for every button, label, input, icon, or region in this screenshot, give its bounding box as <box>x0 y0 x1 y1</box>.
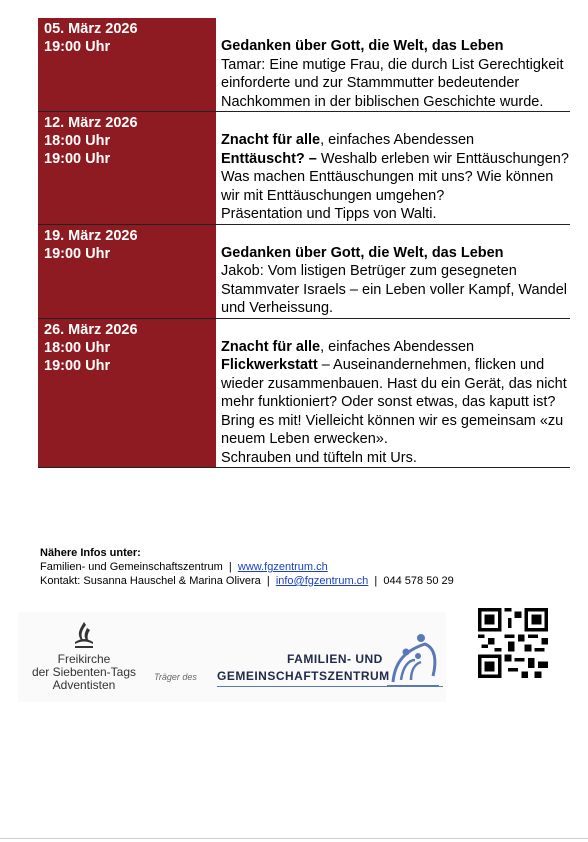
event-date: 05. März 2026 <box>44 21 138 37</box>
adventist-flame-icon <box>69 620 99 650</box>
event-description-cell <box>216 18 570 111</box>
event-time: 19:00 Uhr <box>44 151 111 167</box>
qr-code-icon <box>478 608 548 678</box>
event-row <box>38 319 570 469</box>
event-date: 26. März 2026 <box>44 321 138 338</box>
traeger-label: Träger des <box>154 672 197 682</box>
event-text: Znacht für alle, einfaches Abendessen <box>221 338 475 355</box>
event-description-cell <box>216 225 570 318</box>
event-text: Tamar: Eine mutige Frau, die durch List Gerechtigkeit einforderte und zur Stammmutter bedeutender Nachkommen in der biblischen Geschichte wurde. <box>221 56 568 110</box>
logo-strip <box>18 612 446 702</box>
event-date-cell <box>38 225 216 318</box>
event-text: Znacht für alle, einfaches Abendessen <box>221 132 475 148</box>
event-date: 19. März 2026 <box>44 227 138 244</box>
family-figures-icon <box>385 630 441 690</box>
event-text: Gedanken über Gott, die Welt, das Leben <box>221 244 504 261</box>
event-row <box>38 18 570 112</box>
info-heading: Nähere Infos unter: <box>40 547 141 559</box>
event-time: 19:00 Uhr <box>44 357 111 374</box>
event-date-cell <box>38 18 216 111</box>
info-line-1: Familien- und Gemeinschaftszentrum | www.fgzentrum.ch <box>40 561 328 573</box>
page-edge <box>0 838 588 839</box>
info-line-2: Kontakt: Susanna Hauschel & Marina Olivera | info@fgzentrum.ch | 044 578 50 29 <box>40 575 454 587</box>
event-date-cell <box>38 112 216 224</box>
event-time: 18:00 Uhr <box>44 133 111 149</box>
email-link[interactable]: info@fgzentrum.ch <box>275 575 369 587</box>
event-text: Gedanken über Gott, die Welt, das Leben <box>221 38 504 54</box>
event-row <box>38 225 570 319</box>
event-table <box>38 18 573 468</box>
event-description-cell <box>216 319 570 468</box>
fgz-logo: FAMILIEN- UND GEMEINSCHAFTSZENTRUM <box>213 630 443 700</box>
event-text: Jakob: Vom listigen Betrüger zum gesegneten Stammvater Israels – ein Leben voller Kampf, Wandel und Verheissung. <box>221 263 572 316</box>
website-link[interactable]: www.fgzentrum.ch <box>237 561 328 573</box>
event-date-cell <box>38 319 216 468</box>
event-text: Präsentation und Tipps von Walti. <box>221 206 437 222</box>
event-time: 19:00 Uhr <box>44 245 111 262</box>
event-time: 18:00 Uhr <box>44 339 111 356</box>
adventist-logo: Freikirche der Siebenten-Tags Adventisten <box>24 620 144 692</box>
event-text: Flickwerkstatt – Auseinandernehmen, flicken und wieder zusammenbauen. Hast du ein Gerät, das nicht mehr funktioniert? Oder sonst etwas, das kaputt ist? Bring es mit! Vielleicht können wir es gemeinsam «zu neuem Leben erwecken». <box>221 357 571 447</box>
event-description-cell <box>216 112 573 224</box>
event-row <box>38 112 573 225</box>
event-time: 19:00 Uhr <box>44 39 111 55</box>
contact-info <box>40 546 454 588</box>
event-text: Schrauben und tüfteln mit Urs. <box>221 449 417 466</box>
event-text: Enttäuscht? – Weshalb erleben wir Enttäuschungen? Was machen Enttäuschungen mit uns? Wie können wir mit Enttäuschungen umgehen? <box>221 150 573 204</box>
event-date: 12. März 2026 <box>44 115 138 131</box>
